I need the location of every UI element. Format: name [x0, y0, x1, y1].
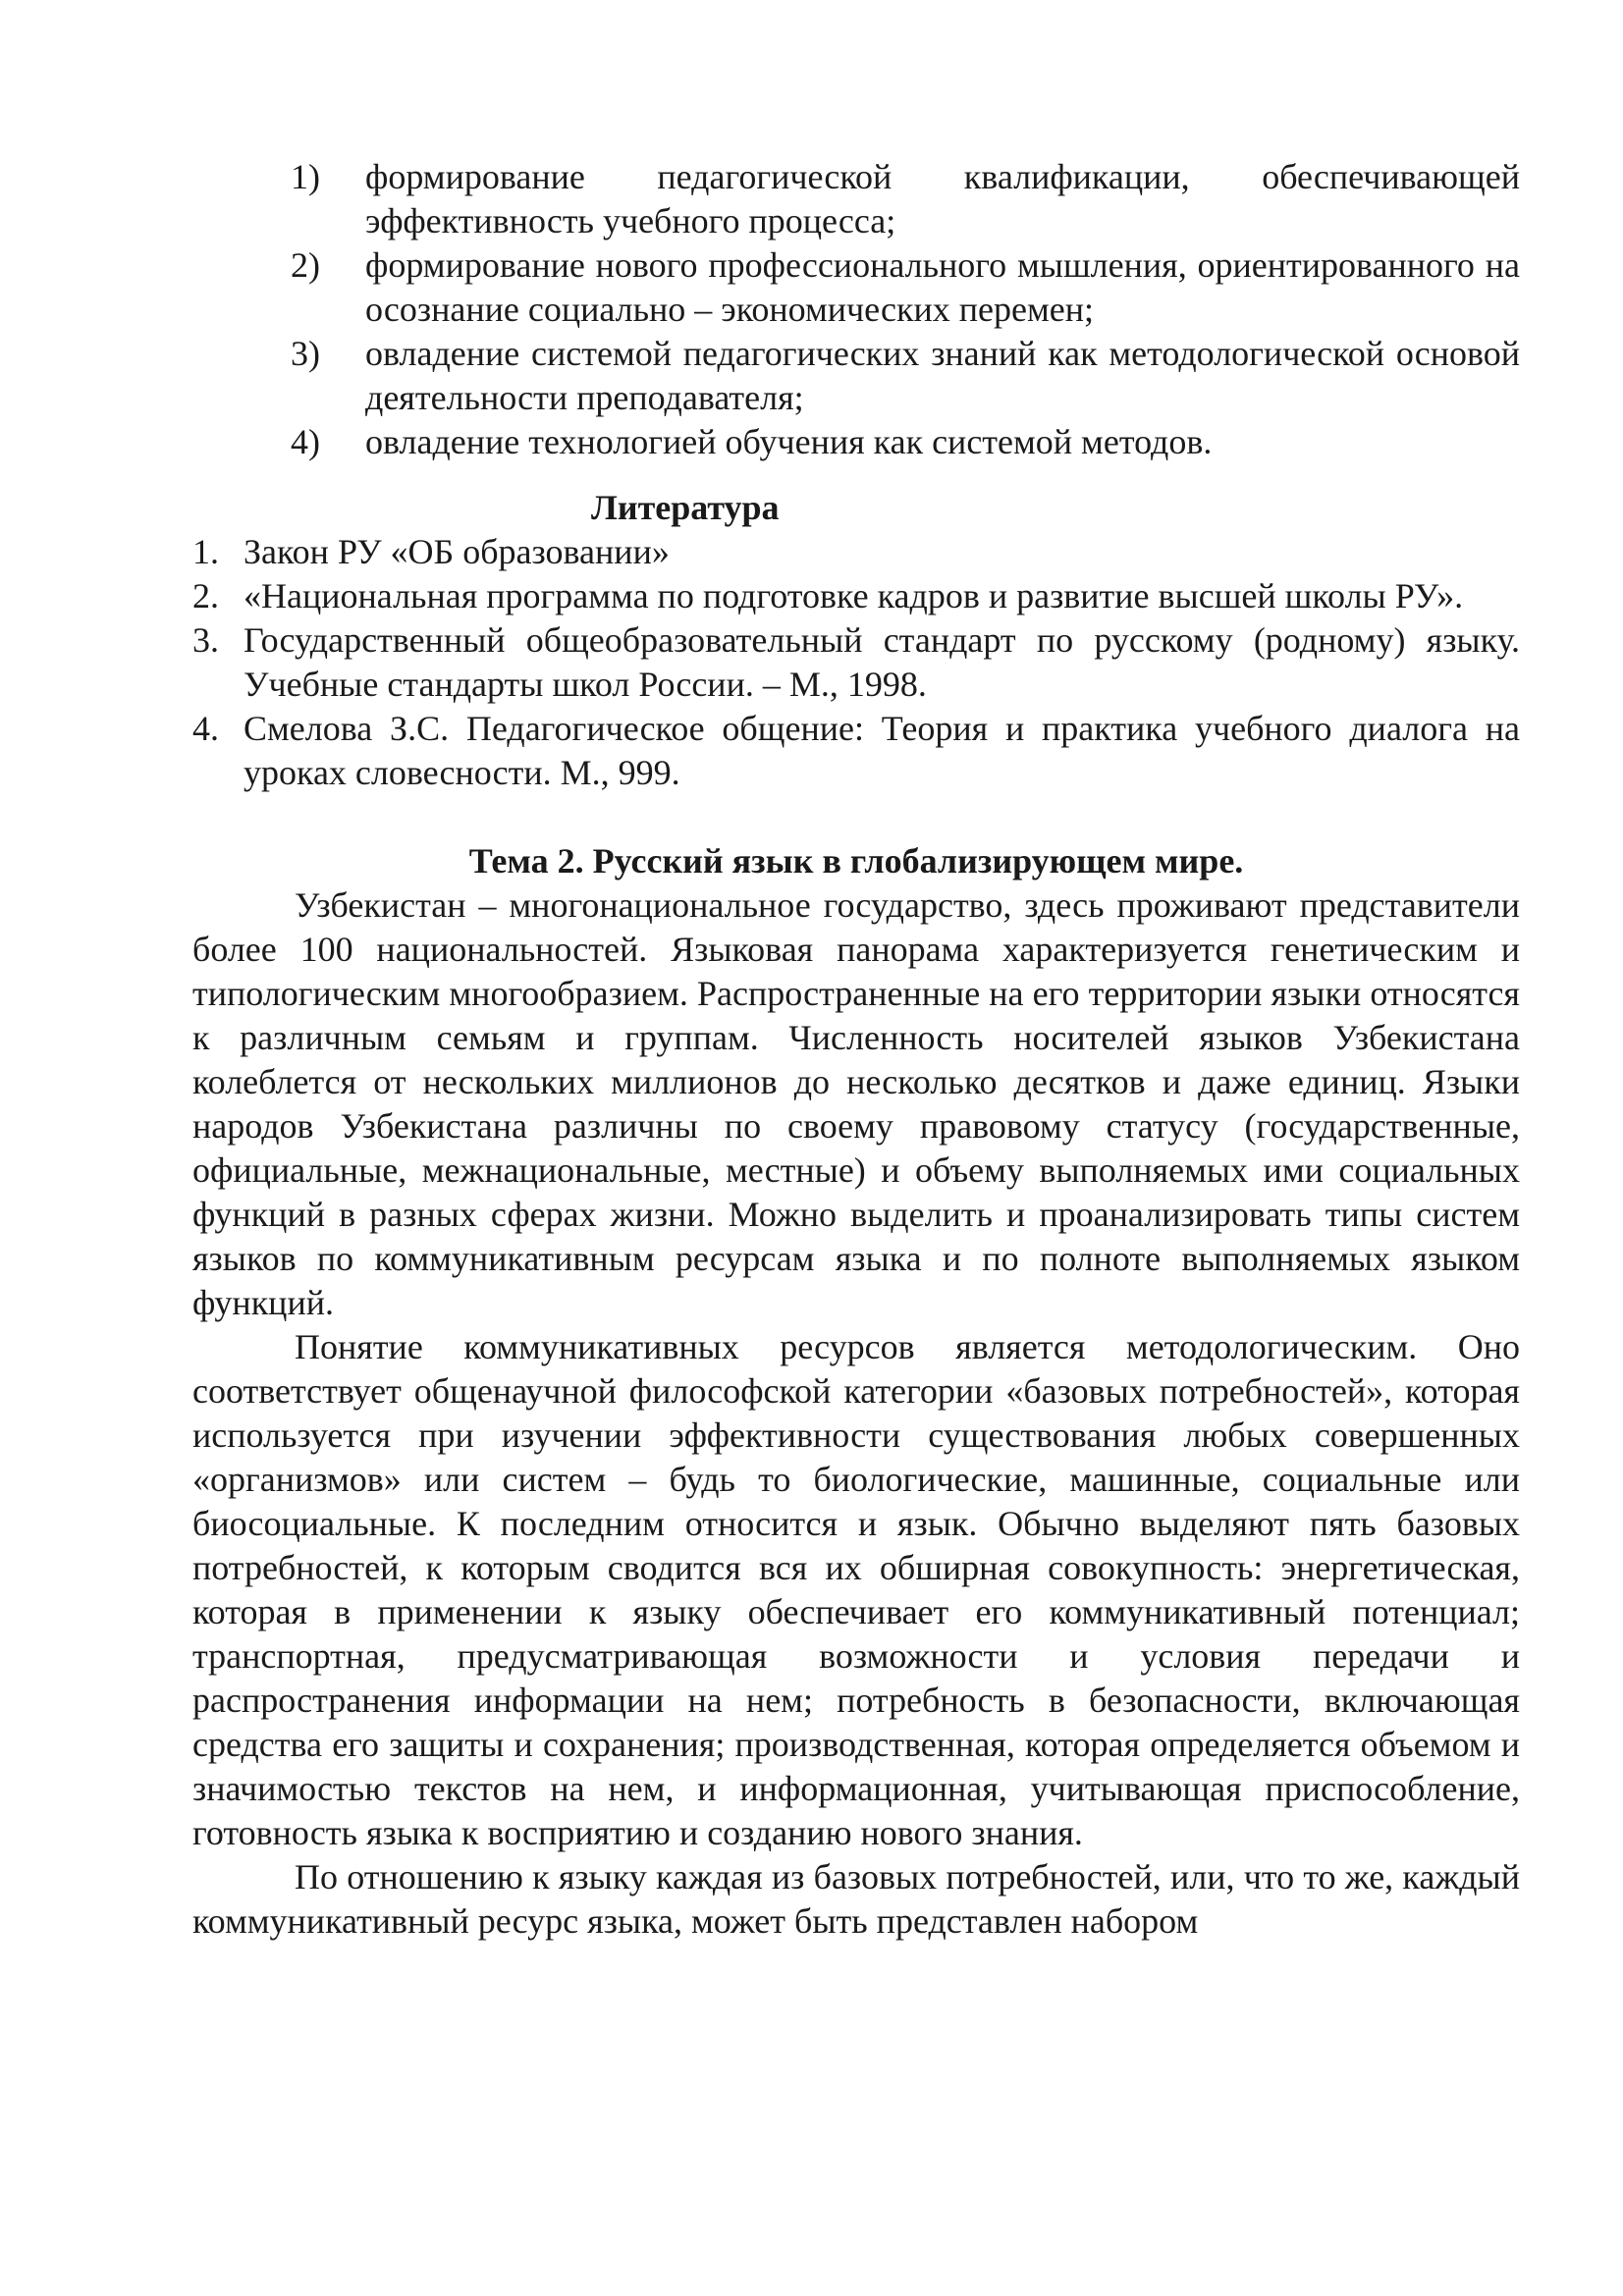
list-item-text: формирование педагогической квалификации, обеспечивающей эффективность учебного процесса;	[365, 157, 1520, 240]
literature-item-number: 4.	[192, 709, 219, 748]
list-item-number: 2)	[291, 245, 320, 285]
paragraph: Понятие коммуникативных ресурсов является методологическим. Оно соответствует общенаучной философской категории «базовых потребностей», которая используется при изучении эффективности существования любых совершенных «организмов» или систем – будь то биологические, машинные, социальные или биосоциальные. К последним относится и язык. Обычно выделяют пять базовых потребностей, к которым сводится вся их обширная совокупность: энергетическая, которая в применении к языку обеспечивает его коммуникативный потенциал; транспортная, предусматривающая возможности и условия передачи и распространения информации на нем; потребность в безопасности, включающая средства его защиты и сохранения; производственная, которая определяется объемом и значимостью текстов на нем, и информационная, учитывающая приспособление, готовность языка к восприятию и созданию нового знания.	[192, 1327, 1520, 1852]
list-item	[192, 332, 1520, 420]
literature-item-text: Закон РУ «ОБ образовании»	[243, 532, 670, 571]
literature-item	[192, 574, 1520, 618]
list-item-number: 4)	[291, 422, 320, 461]
literature-item-text: Смелова З.С. Педагогическое общение: Теория и практика учебного диалога на уроках словесности. М., 999.	[243, 709, 1520, 792]
paragraph: По отношению к языку каждая из базовых потребностей, или, что то же, каждый коммуникативный ресурс языка, может быть представлен набором	[192, 1857, 1520, 1941]
competency-list	[192, 155, 1520, 464]
literature-item-number: 2.	[192, 576, 219, 615]
topic-heading: Тема 2. Русский язык в глобализирующем мире.	[468, 841, 1244, 881]
literature-item-number: 1.	[192, 532, 219, 571]
literature-item	[192, 707, 1520, 795]
list-item-text: овладение системой педагогических знаний как методологической основой деятельности преподавателя;	[365, 334, 1520, 417]
literature-item-text: «Национальная программа по подготовке кадров и развитие высшей школы РУ».	[243, 576, 1464, 615]
list-item-text: овладение технологией обучения как системой методов.	[365, 422, 1213, 461]
list-item-number: 1)	[291, 157, 320, 196]
literature-item-number: 3.	[192, 620, 219, 660]
list-item-text: формирование нового профессионального мышления, ориентированного на осознание социально – экономических перемен;	[365, 245, 1520, 329]
literature-item-text: Государственный общеобразовательный стандарт по русскому (родному) языку. Учебные стандарты школ России. – М., 1998.	[243, 620, 1520, 704]
list-item	[192, 420, 1520, 464]
list-item	[192, 243, 1520, 332]
list-item-number: 3)	[291, 334, 320, 373]
literature-item	[192, 618, 1520, 707]
literature-heading: Литература	[591, 488, 780, 527]
list-item	[192, 155, 1520, 243]
literature-list	[192, 530, 1520, 795]
document-page	[192, 155, 1520, 1944]
paragraph: Узбекистан – многонациональное государство, здесь проживают представители более 100 национальностей. Языковая панорама характеризуется генетическим и типологическим многообразием. Распространенные на его территории языки относятся к различным семьям и группам. Численность носителей языков Узбекистана колеблется от нескольких миллионов до несколько десятков и даже единиц. Языки народов Узбекистана различны по своему правовому статусу (государственные, официальные, межнациональные, местные) и объему выполняемых ими социальных функций в разных сферах жизни. Можно выделить и проанализировать типы систем языков по коммуникативным ресурсам языка и по полноте выполняемых языком функций.	[192, 885, 1520, 1322]
literature-item	[192, 530, 1520, 574]
